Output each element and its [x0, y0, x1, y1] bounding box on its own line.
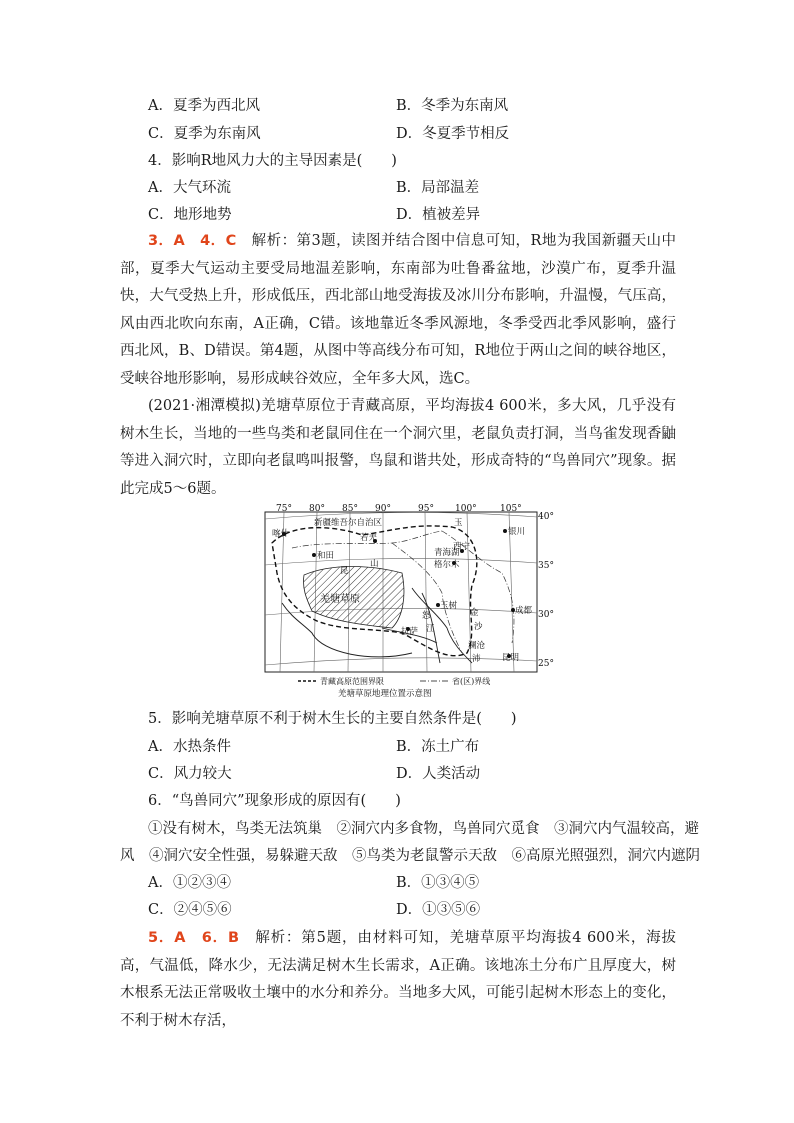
label-qinghaihu: 青海湖: [434, 548, 460, 558]
q6-body-line1: ①没有树木，鸟类无法筑巢 ②洞穴内多食物，鸟兽同穴觅食 ③洞穴内气温较高，避: [148, 821, 699, 837]
answer-key-5-6: 5．A 6．B: [148, 930, 240, 946]
analysis-5-6: [120, 925, 676, 1035]
label-lasa: 拉萨: [401, 627, 419, 637]
label-nu: 怒: [422, 611, 431, 621]
label-lancang: 澜沧: [468, 641, 486, 651]
lat-40: 40°: [538, 512, 554, 522]
legend-boundary-label: 青藏高原范围界限: [320, 677, 384, 686]
q6-option-c: C．②④⑤⑥: [148, 902, 232, 918]
map-legend: [298, 676, 490, 686]
qiangtang-map: [262, 503, 554, 699]
q4-option-c: C．地形地势: [148, 207, 232, 223]
q4-stem: 4．影响R地风力大的主导因素是( ): [148, 153, 397, 169]
q4-option-a: A．大气环流: [148, 180, 231, 196]
lon-95: 95°: [418, 504, 434, 514]
label-ruoqiang: 若羌: [360, 533, 378, 543]
label-xining: 西宁: [453, 542, 471, 552]
q3-option-b: B．冬季为东南风: [396, 98, 509, 114]
legend-province-label: 省(区)界线: [452, 677, 491, 686]
q5-option-b: B．冻土广布: [396, 739, 480, 755]
analysis-5-6-text: 解析：第5题，由材料可知，羌塘草原平均海拔4 600米，海拔高，气温低，降水少，无法满足树木生长需求，A正确。该地冻土分布广且厚度大，树木根系无法正常吸收土壤中的水分和养分。当地多大风，可能引起树木形态上的变化，不利于树木存活，: [120, 930, 677, 1029]
label-qiangtang: 羌塘草原: [320, 594, 360, 605]
lon-80: 80°: [309, 504, 325, 514]
analysis-3-4-text: 解析：第3题，读图并结合图中信息可知，R地为我国新疆天山中部，夏季大气运动主要受局地温差影响，东南部为吐鲁番盆地，沙漠广布，夏季升温快，大气受热上升，形成低压，西北部山地受海拔及冰川分布影响，升温慢，气压高，风由西北吹向东南，A正确，C错。该地靠近冬季风源地，冬季受西北季风影响，盛行西北风，B、D错误。第4题，从图中等高线分布可知，R地位于两山之间的峡谷地区，受峡谷地形影响，易形成峡谷效应，全年多大风，选C。: [120, 233, 676, 387]
lon-90: 90°: [375, 504, 391, 514]
lat-35: 35°: [538, 561, 554, 571]
q3-option-d: D．冬夏季节相反: [396, 126, 510, 142]
label-xinjiang: 新疆维吾尔自治区: [314, 518, 383, 528]
q5-option-a: A．水热条件: [148, 739, 231, 755]
q4-option-b: B．局部温差: [396, 180, 480, 196]
analysis-3-4: [120, 228, 676, 394]
lon-100: 100°: [455, 504, 477, 514]
q6-option-b: B．①③④⑤: [396, 875, 480, 891]
label-jinsha: 金: [470, 608, 479, 618]
q3-option-a: A．夏季为西北风: [148, 98, 260, 114]
label-geermu: 格尔木: [434, 560, 460, 570]
q6-option-d: D．①③⑤⑥: [396, 902, 481, 918]
label-pei: 沛: [472, 654, 481, 664]
q5-option-c: C．风力较大: [148, 766, 232, 782]
lon-105: 105°: [500, 504, 522, 514]
map-caption: 羌塘草原地理位置示意图: [338, 689, 432, 699]
q6-option-a: A．①②③④: [148, 875, 231, 891]
lat-labels: [538, 512, 554, 669]
label-kunming: 昆明: [502, 653, 520, 663]
label-kashi: 喀什: [272, 529, 290, 539]
label-sha: 沙: [474, 622, 483, 632]
label-yushu: 玉树: [440, 601, 458, 611]
lat-30: 30°: [538, 610, 554, 620]
q4-option-d: D．植被差异: [396, 207, 481, 223]
q5-option-d: D．人类活动: [396, 766, 481, 782]
label-hetian: 和田: [317, 551, 335, 561]
label-kunlun: 昆: [340, 566, 349, 576]
lon-85: 85°: [342, 504, 358, 514]
label-chengdu: 成都: [515, 606, 533, 616]
label-yu: 玉: [454, 518, 463, 528]
label-jiang: 江: [426, 624, 435, 634]
lon-75: 75°: [276, 504, 292, 514]
answer-key-3-4: 3．A 4．C: [148, 233, 237, 249]
label-yinchuan: 银川: [508, 527, 526, 537]
q3-option-c: C．夏季为东南风: [148, 126, 261, 142]
q6-stem: 6．“鸟兽同穴”现象形成的原因有( ): [148, 793, 401, 809]
map-svg: [262, 503, 554, 699]
material-paragraph: (2021·湘潭模拟)羌塘草原位于青藏高原，平均海拔4 600米，多大风，几乎没有树木生长，当地的一些鸟类和老鼠同住在一个洞穴里，老鼠负责打洞，当鸟雀发现香鼬等进入洞穴时，立即向老鼠鸣叫报警，鸟鼠和谐共处，形成奇特的“鸟兽同穴”现象。据此完成5～6题。: [120, 398, 676, 497]
q5-stem: 5．影响羌塘草原不利于树木生长的主要自然条件是( ): [148, 711, 517, 727]
q6-body-line2: 风 ④洞穴安全性强，易躲避天敌 ⑤鸟类为老鼠警示天敌 ⑥高原光照强烈，洞穴内遮阴: [120, 848, 700, 864]
label-shan: 山: [370, 559, 379, 569]
lat-25: 25°: [538, 659, 554, 669]
